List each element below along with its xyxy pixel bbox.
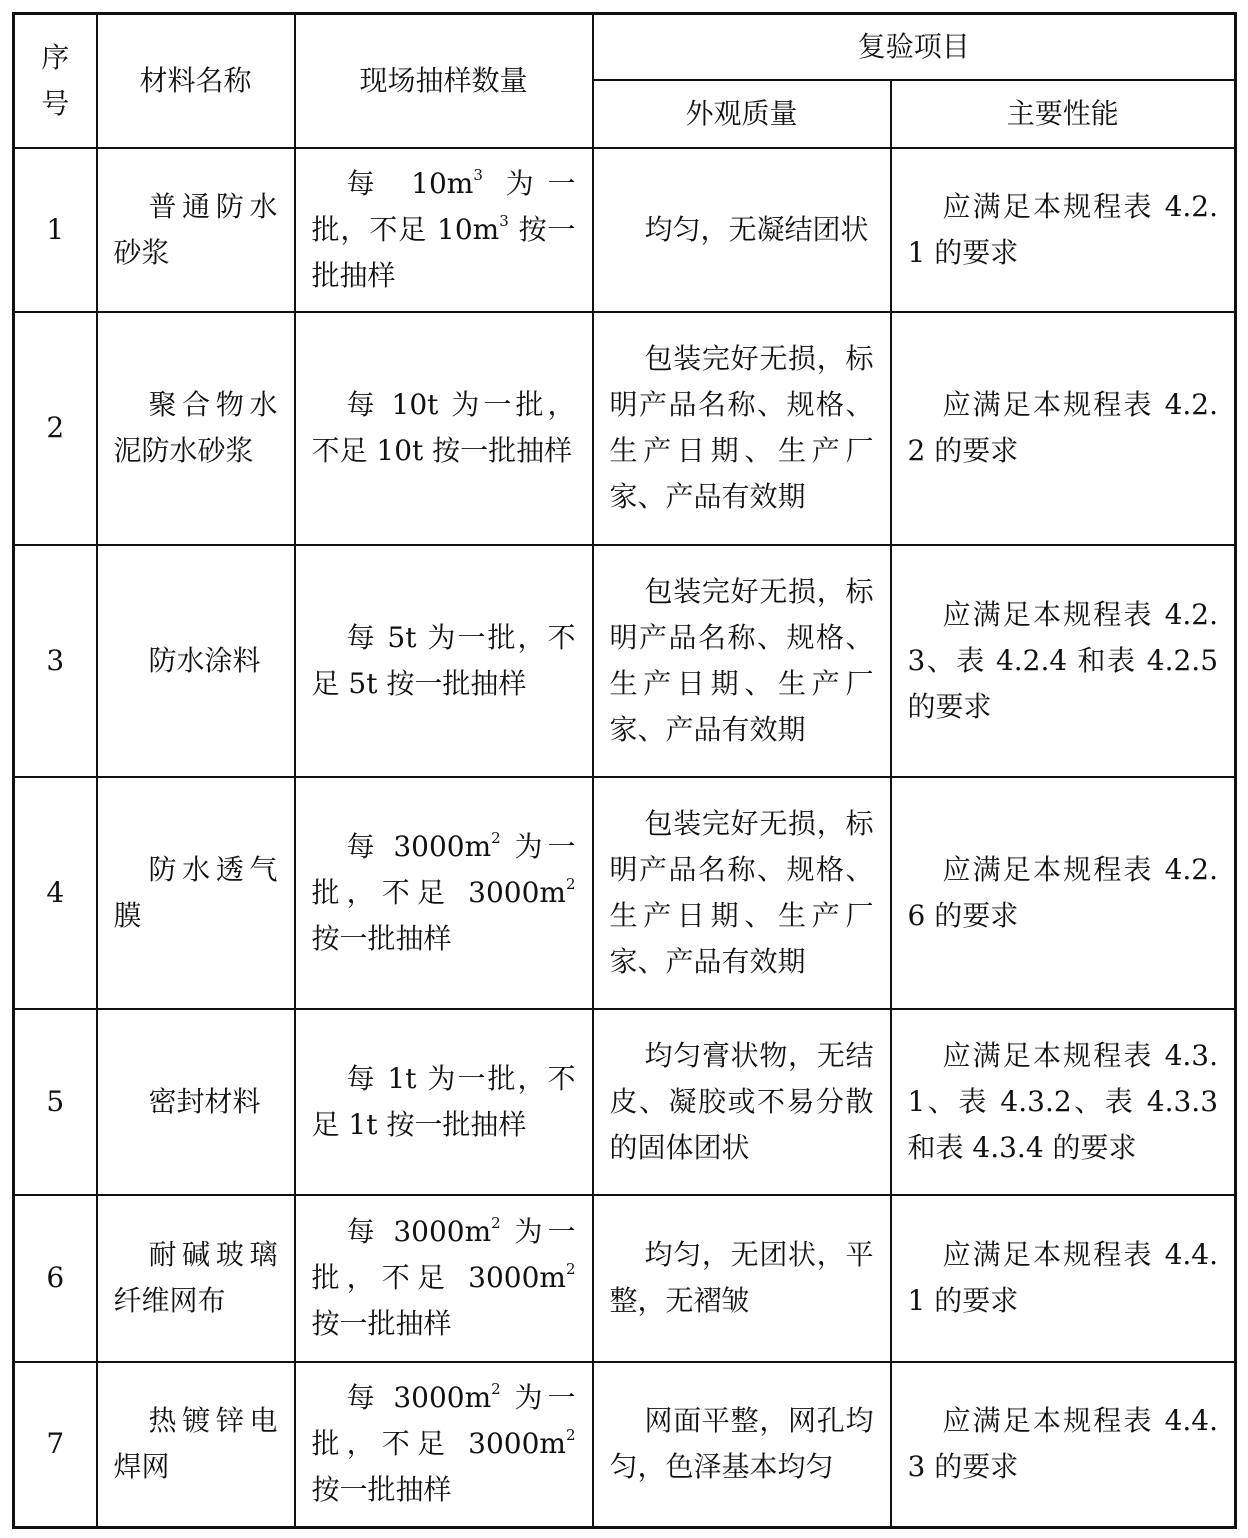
header-material-name: 材料名称: [97, 14, 295, 148]
material-name: 热镀锌电焊网: [97, 1362, 295, 1528]
appearance-quality: 均匀，无凝结团状: [593, 148, 891, 312]
appearance-quality: 均匀膏状物，无结皮、凝胶或不易分散的固体团状: [593, 1009, 891, 1195]
main-performance: 应满足本规程表 4.2.6 的要求: [891, 777, 1236, 1009]
material-name: 密封材料: [97, 1009, 295, 1195]
material-name: 防水透气膜: [97, 777, 295, 1009]
header-sampling-quantity: 现场抽样数量: [295, 14, 593, 148]
table-row: [14, 777, 1236, 1009]
main-performance: 应满足本规程表 4.4.1 的要求: [891, 1195, 1236, 1362]
material-name: 普通防水砂浆: [97, 148, 295, 312]
sampling-quantity: 每 $3000m^2$ 为一批，不足 $3000m^2$ 按一批抽样: [295, 1362, 593, 1528]
header-retest-items: 复验项目: [593, 14, 1236, 80]
main-performance: 应满足本规程表 4.2.3、表 4.2.4 和表 4.2.5 的要求: [891, 545, 1236, 777]
table-row: [14, 545, 1236, 777]
appearance-quality: 包装完好无损，标明产品名称、规格、生产日期、生产厂家、产品有效期: [593, 777, 891, 1009]
appearance-quality: 包装完好无损，标明产品名称、规格、生产日期、生产厂家、产品有效期: [593, 312, 891, 545]
material-name: 聚合物水泥防水砂浆: [97, 312, 295, 545]
table-row: [14, 148, 1236, 312]
main-performance: 应满足本规程表 4.2.2 的要求: [891, 312, 1236, 545]
row-number: 4: [14, 777, 97, 1009]
retest-requirements-table: [12, 12, 1237, 1529]
row-number: 2: [14, 312, 97, 545]
sampling-quantity: 每 $10m^3$ 为一批，不足 $10m^3$ 按一批抽样: [295, 148, 593, 312]
row-number: 3: [14, 545, 97, 777]
row-number: 1: [14, 148, 97, 312]
row-number: 6: [14, 1195, 97, 1362]
header-no: 序号: [14, 14, 97, 148]
sampling-quantity: 每 $3000m^2$ 为一批，不足 $3000m^2$ 按一批抽样: [295, 1195, 593, 1362]
appearance-quality: 网面平整，网孔均匀，色泽基本均匀: [593, 1362, 891, 1528]
table-row: [14, 312, 1236, 545]
sampling-quantity: 每 5t 为一批，不足 5t 按一批抽样: [295, 545, 593, 777]
appearance-quality: 均匀，无团状，平整，无褶皱: [593, 1195, 891, 1362]
sampling-quantity: 每 $3000m^2$ 为一批，不足 $3000m^2$ 按一批抽样: [295, 777, 593, 1009]
main-performance: 应满足本规程表 4.4.3 的要求: [891, 1362, 1236, 1528]
table-row: [14, 1195, 1236, 1362]
sampling-quantity: 每 10t 为一批，不足 10t 按一批抽样: [295, 312, 593, 545]
appearance-quality: 包装完好无损，标明产品名称、规格、生产日期、生产厂家、产品有效期: [593, 545, 891, 777]
header-main-performance: 主要性能: [891, 80, 1236, 148]
row-number: 5: [14, 1009, 97, 1195]
material-name: 耐碱玻璃纤维网布: [97, 1195, 295, 1362]
header-row-top: [14, 14, 1236, 80]
material-name: 防水涂料: [97, 545, 295, 777]
table-row: [14, 1362, 1236, 1528]
row-number: 7: [14, 1362, 97, 1528]
table-row: [14, 1009, 1236, 1195]
header-appearance-quality: 外观质量: [593, 80, 891, 148]
main-performance: 应满足本规程表 4.3.1、表 4.3.2、表 4.3.3 和表 4.3.4 的要求: [891, 1009, 1236, 1195]
main-performance: 应满足本规程表 4.2.1 的要求: [891, 148, 1236, 312]
sampling-quantity: 每 1t 为一批，不足 1t 按一批抽样: [295, 1009, 593, 1195]
